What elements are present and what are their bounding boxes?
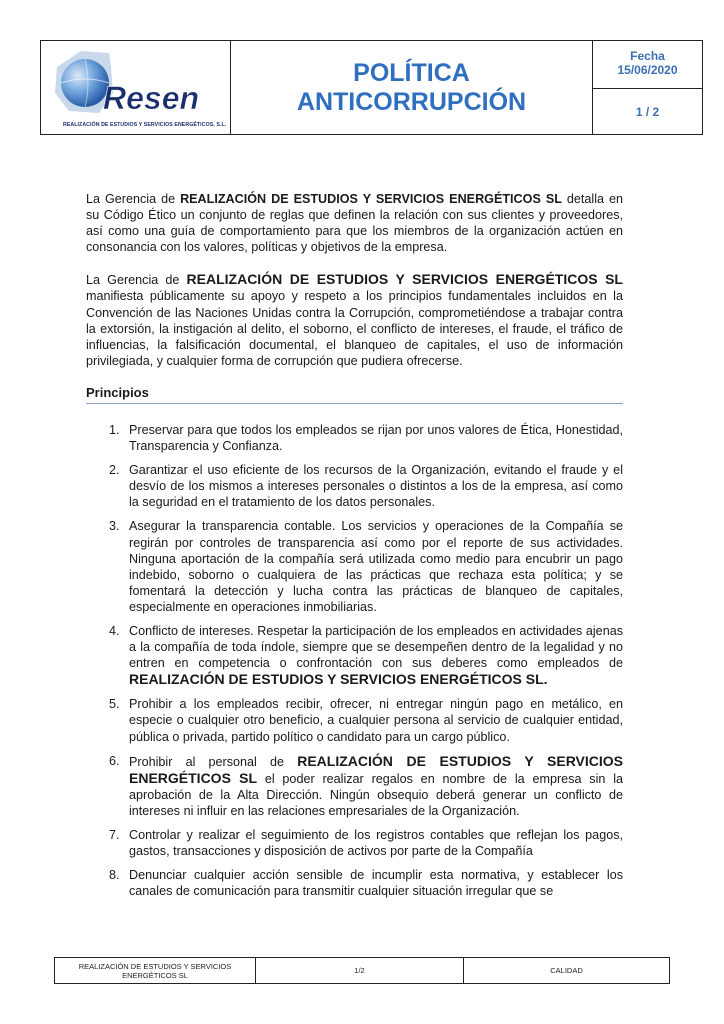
item-text: Preservar para que todos los empleados se rijan por unos valores de Ética, Honestidad, Transparencia y Confianza. [129,422,623,454]
company-name: REALIZACIÓN DE ESTUDIOS Y SERVICIOS ENERGÉTICOS SL [180,192,562,206]
item-number: 4. [109,623,120,638]
company-name: REALIZACIÓN DE ESTUDIOS Y SERVICIOS ENERGÉTICOS SL [186,271,623,288]
company-name: REALIZACIÓN DE ESTUDIOS Y SERVICIOS ENERGÉTICOS SL [129,752,623,786]
footer-company: REALIZACIÓN DE ESTUDIOS Y SERVICIOS ENERGÉTICOS SL [55,958,256,983]
item-number: 8. [109,868,120,883]
intro-paragraph-2 [86,271,623,369]
list-item [86,462,623,510]
list-item [86,867,623,899]
item-number: 2. [109,463,120,478]
meta-cell [593,41,702,134]
date-box [593,41,702,89]
title-line-2: ANTICORRUPCIÓN [296,87,527,116]
footer-department: CALIDAD [550,966,583,975]
document-header [40,40,703,135]
list-item [86,623,623,688]
item-text: Asegurar la transparencia contable. Los servicios y operaciones de la Compañía se regirán por controles de transparencia así como por el reporte de sus actividades. Ninguna aportación de la compañía será utilizada como medio para encubrir un pago indebido, soborno o cualquiera de las prácticas que rechaza esta política; y se fomentará la detección y lucha contra las prácticas de blanqueo de capitales, especialmente en operaciones inmobiliarias. [129,519,623,614]
date-value: 15/06/2020 [617,63,678,77]
principles-heading: Principios [86,385,623,404]
logo-caption: REALIZACIÓN DE ESTUDIOS Y SERVICIOS ENERGÉTICOS, S.L. [63,122,227,128]
company-name: REALIZACIÓN DE ESTUDIOS Y SERVICIOS ENERGÉTICOS SL. [129,671,548,688]
footer-page-number: 1/2 [256,958,464,983]
document-footer [54,957,670,984]
list-item [86,827,623,859]
item-number: 7. [109,828,120,842]
date-label: Fecha [630,49,665,63]
text-run: manifiesta públicamente su apoyo y respeto a los principios fundamentales incluidos en la Convención de las Naciones Unidas contra la Corrupción, comprometiéndose a trabajar contra la extorsión, la instigación al delito, el soborno, el conflicto de intereses, el fraude, el tráfico de influencias, la falsificación documental, el blanqueo de capitales, el uso de información privilegiada, y cualquier forma de corrupción que pudiera ofrecerse. [86,289,623,368]
item-text: Denunciar cualquier acción sensible de incumplir esta normativa, y establecer los canales de comunicación para transmitir cualquier situación irregular que se [129,868,623,899]
item-number: 5. [109,697,120,712]
logo-wordmark: Resen [103,80,200,116]
item-text: el poder realizar regalos en nombre de la empresa sin la aprobación de la Alta Dirección. Ningún obsequio deberá generar un conflicto de intereses ni influir en las relaciones empresariales de la Organización. [129,771,623,818]
logo-cell [41,41,231,134]
header-page-number: 1 / 2 [635,104,660,119]
item-text: Conflicto de intereses. Respetar la participación de los empleados en actividades ajenas a la compañía de toda índole, siempre que se desempeñen dentro de la legalidad y no entren en competencia o confrontación con sus deberes como empleados de [129,623,623,671]
list-item [86,518,623,615]
list-item [86,696,623,744]
title-cell [231,41,593,134]
document-body [86,191,623,907]
list-item [86,422,623,454]
text-run: La Gerencia de [86,192,181,206]
item-text: Controlar y realizar el seguimiento de los registros contables que reflejan los pagos, gastos, transacciones y disposición de activos por parte de la Compañía [129,828,623,859]
document-title [297,59,526,117]
title-line-1: POLÍTICA [353,58,470,87]
resen-logo [51,47,221,123]
item-number: 1. [109,422,120,437]
text-run: La Gerencia de [86,273,187,288]
item-text: Garantizar el uso eficiente de los recursos de la Organización, evitando el fraude y el desvío de los mismos a intereses personales o distintos a los de la empresa, así como la seguridad en el tratamiento de los datos personales. [129,463,623,510]
item-text: Prohibir a los empleados recibir, ofrecer, ni entregar ningún pago en metálico, en especie o cualquier otro beneficio, a cualquier persona al servicio de cualquier entidad, pública o privada, partido político o candidato para un cargo público. [129,697,623,744]
item-number: 3. [109,519,120,534]
list-item [86,753,623,819]
text-run: detalla en su Código Ético un conjunto de reglas que definen la relación con sus clientes y proveedores, así como una guía de comportamiento para que los miembros de la organización actúen en consonancia con los valores, políticas y objetivos de la empresa. [86,192,623,255]
intro-paragraph-1 [86,191,623,255]
item-number: 6. [109,753,120,768]
principles-list [86,422,623,899]
item-text: Prohibir al personal de [129,754,298,769]
